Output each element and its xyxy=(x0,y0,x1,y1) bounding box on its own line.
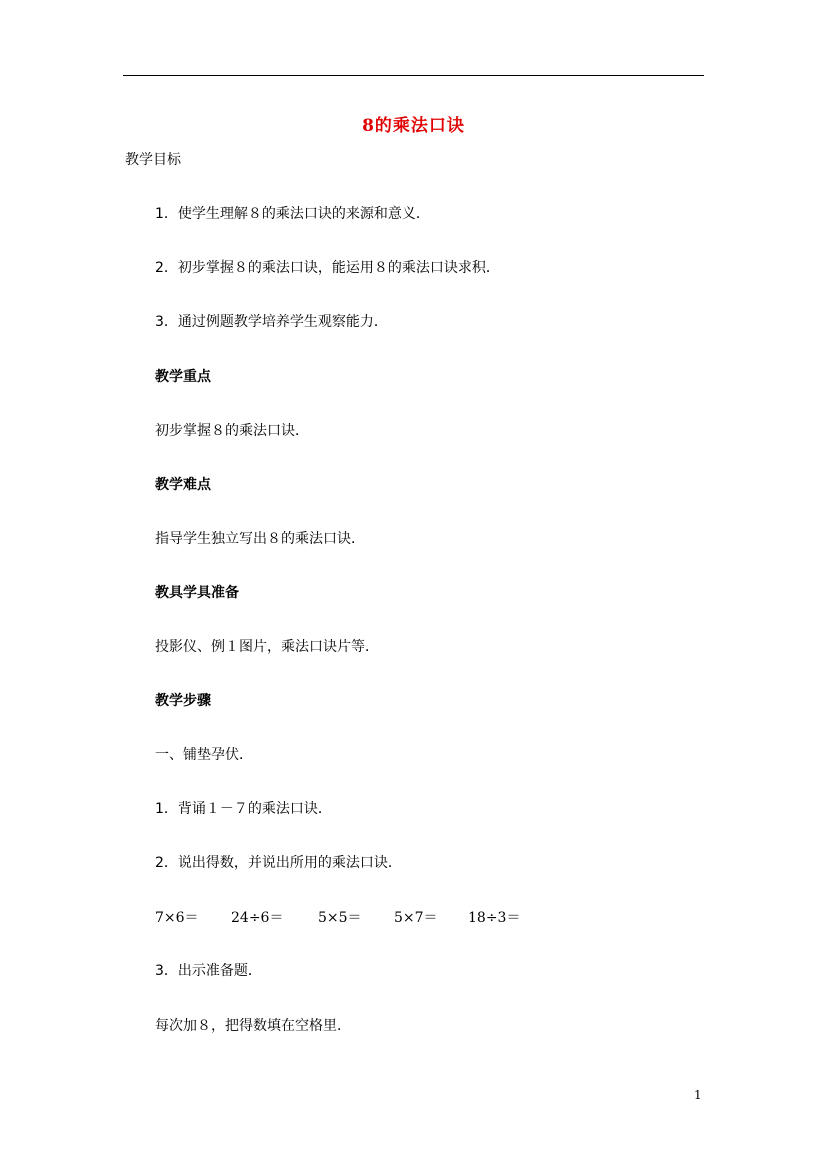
math-expression: 5×7＝ xyxy=(394,910,438,926)
math-expression: 5×5＝ xyxy=(318,910,362,926)
step-item-3-instruction: 每次加８，把得数填在空格里． xyxy=(155,1018,351,1034)
section-heading-key-points: 教学重点 xyxy=(155,369,211,385)
key-points-text: 初步掌握８的乘法口诀． xyxy=(155,423,309,439)
step-part-1: 一、铺垫孕伏． xyxy=(155,747,253,763)
section-heading-teaching-goals: 教学目标 xyxy=(125,152,181,168)
document-title: 8的乘法口诀 xyxy=(362,116,465,136)
step-item-3: 3．出示准备题． xyxy=(155,963,262,979)
goal-item-2: 2．初步掌握８的乘法口诀，能运用８的乘法口诀求积． xyxy=(155,260,500,276)
math-expression: 24÷6＝ xyxy=(231,910,284,926)
goal-item-3: 3．通过例题教学培养学生观察能力． xyxy=(155,314,388,330)
step-item-1: 1．背诵１－７的乘法口诀． xyxy=(155,801,332,817)
difficulties-text: 指导学生独立写出８的乘法口诀． xyxy=(155,531,365,547)
math-expression: 18÷3＝ xyxy=(468,910,521,926)
section-heading-difficulties: 教学难点 xyxy=(155,477,211,493)
step-item-2: 2．说出得数，并说出所用的乘法口诀． xyxy=(155,855,402,871)
math-expression: 7×6＝ xyxy=(155,910,199,926)
page-number: 1 xyxy=(694,1088,702,1102)
section-heading-steps: 教学步骤 xyxy=(155,693,211,709)
goal-item-1: 1．使学生理解８的乘法口诀的来源和意义． xyxy=(155,206,430,222)
materials-text: 投影仪、例１图片，乘法口诀片等． xyxy=(155,639,379,655)
section-heading-materials: 教具学具准备 xyxy=(155,585,239,601)
header-rule xyxy=(123,75,704,76)
